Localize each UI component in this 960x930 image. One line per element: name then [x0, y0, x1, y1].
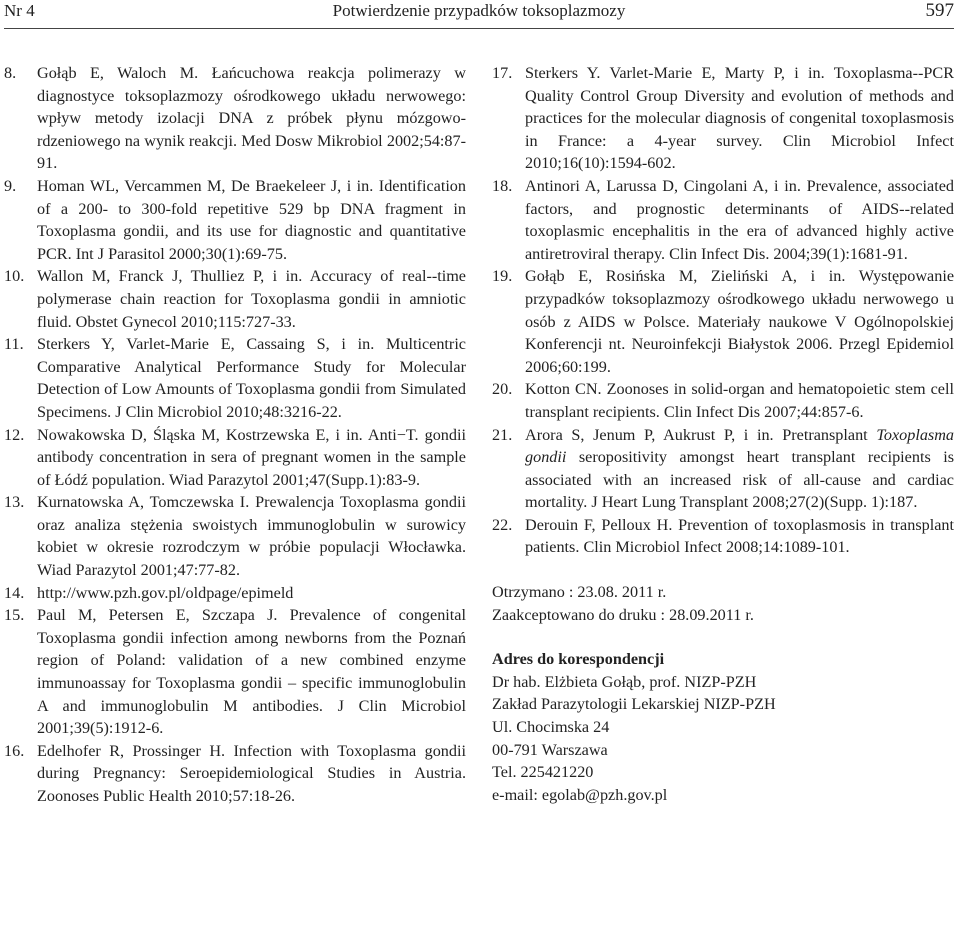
- reference-text: Sterkers Y. Varlet-Marie E, Marty P, i in. Toxoplasma--PCR Quality Control Group Diversity and evolution of methods and practices for the molecular diagnosis of congenital toxoplasmosis in France: a 4-year survey. Clin Microbiol Infect 2010;16(10):1594-602.: [525, 64, 954, 173]
- reference-text: Homan WL, Vercammen M, De Braekeleer J, i in. Identification of a 200- to 300-fold repetitive 529 bp DNA fragment in Toxoplasma gondii, and its use for diagnostic and quantitative PCR. Int J Parasitol 2000;30(1):69-75.: [37, 176, 466, 263]
- correspondence-line: Dr hab. Elżbieta Gołąb, prof. NIZP-PZH: [492, 672, 757, 691]
- reference-item: [4, 62, 466, 175]
- running-title: Potwierdzenie przypadków toksoplazmozy: [332, 1, 626, 20]
- reference-number: 15.: [4, 606, 25, 625]
- correspondence-heading: Adres do korespondencji: [492, 650, 665, 669]
- email-link[interactable]: e-mail: egolab@pzh.gov.pl: [492, 785, 668, 804]
- reference-number: 14.: [4, 583, 25, 602]
- spacer: [492, 559, 954, 581]
- reference-number: 10.: [4, 267, 25, 286]
- reference-text: Nowakowska D, Śląska M, Kostrzewska E, i in. Anti−T. gondii antibody concentration in sera of pregnant women in the sample of Łódź population. Wiad Parazytol 2001;47(Supp.1):83-9.: [37, 425, 466, 489]
- reference-item: [492, 514, 954, 559]
- reference-item: [4, 740, 466, 808]
- received-date: Otrzymano : 23.08. 2011 r.: [492, 583, 667, 602]
- reference-text: Kotton CN. Zoonoses in solid-organ and hematopoietic stem cell transplant recipients. Clin Infect Dis 2007;44:857-6.: [525, 380, 954, 421]
- left-column: [4, 62, 466, 808]
- species-name: Toxoplasma gondii: [525, 425, 954, 467]
- correspondence-line: Tel. 225421220: [492, 763, 594, 782]
- reference-item: [4, 175, 466, 265]
- reference-number: 16.: [4, 741, 25, 760]
- reference-text: Wallon M, Franck J, Thulliez P, i in. Accuracy of real--time polymerase chain reaction for Toxoplasma gondii in amniotic fluid. Obstet Gynecol 2010;115:727-33.: [37, 267, 466, 331]
- reference-item: [4, 424, 466, 492]
- reference-number: 11.: [4, 335, 24, 354]
- reference-text: Paul M, Petersen E, Szczapa J. Prevalence of congenital Toxoplasma gondii infection among newborns from the Poznań region of Poland: validation of a new combined enzyme immunoassay for Toxoplasma gondii – specific immunoglobulin A and immunoglobulin M antibodies. J Clin Microbiol 2001;39(5):1912-6.: [37, 606, 466, 738]
- reference-text: Edelhofer R, Prossinger H. Infection with Toxoplasma gondii during Pregnancy: Seroepidemiological Studies in Austria. Zoonoses Public Health 2010;57:18-26.: [37, 741, 466, 805]
- reference-item: [4, 491, 466, 581]
- reference-number: 18.: [492, 176, 513, 195]
- correspondence-line: Zakład Parazytologii Lekarskiej NIZP-PZH: [492, 695, 776, 714]
- right-column: [492, 62, 954, 806]
- reference-item: [492, 424, 954, 514]
- reference-item: [492, 265, 954, 378]
- reference-text: [525, 424, 954, 514]
- reference-item: [492, 62, 954, 175]
- reference-number: 13.: [4, 493, 25, 512]
- reference-number: 21.: [492, 425, 513, 444]
- reference-text-part: Arora S, Jenum P, Aukrust P, i in. Pretransplant: [525, 425, 877, 444]
- journal-issue: Nr 4: [4, 1, 35, 20]
- reference-item: [492, 175, 954, 265]
- reference-link[interactable]: http://www.pzh.gov.pl/oldpage/epimeld: [37, 583, 294, 602]
- reference-item: [4, 582, 466, 605]
- reference-number: 9.: [4, 176, 17, 195]
- reference-text: Derouin F, Pelloux H. Prevention of toxoplasmosis in transplant patients. Clin Microbiol Infect 2008;14:1089-101.: [525, 515, 954, 557]
- reference-text: Sterkers Y, Varlet-Marie E, Cassaing S, i in. Multicentric Comparative Analytical Performance Study for Molecular Detection of Low Amounts of Toxoplasma gondii from Simulated Specimens. J Clin Microbiol 2010;48:3216-22.: [37, 335, 466, 421]
- spacer: [492, 626, 954, 648]
- running-header: [4, 0, 954, 29]
- reference-number: 19.: [492, 267, 513, 286]
- reference-text: Antinori A, Larussa D, Cingolani A, i in. Prevalence, associated factors, and prognostic determinants of AIDS--related toxoplasmic encephalitis in the era of advanced highly active antiretroviral therapy. Clin Infect Dis. 2004;39(1):1681-91.: [525, 176, 954, 263]
- reference-number: 22.: [492, 515, 513, 534]
- correspondence-line: 00-791 Warszawa: [492, 740, 608, 759]
- page-number: 597: [925, 0, 954, 21]
- reference-item: [4, 333, 466, 423]
- accepted-date: Zaakceptowano do druku : 28.09.2011 r.: [492, 605, 754, 624]
- reference-number: 12.: [4, 425, 25, 444]
- reference-text: Kurnatowska A, Tomczewska I. Prewalencja Toxoplasma gondii oraz analiza stężenia swoistych immunoglobulin w surowicy kobiet w okresie rozrodczym w próbie populacji Włocławka. Wiad Parazytol 2001;47:77-82.: [37, 493, 466, 580]
- reference-item: [4, 604, 466, 740]
- reference-number: 17.: [492, 64, 513, 82]
- reference-item: [492, 378, 954, 423]
- reference-text: Gołąb E, Rosińska M, Zieliński A, i in. Występowanie przypadków toksoplazmozy ośrodkowego układu nerwowego u osób z AIDS w Polsce. Materiały naukowe V Ogólnopolskiej Konferencji nt. Neuroinfekcji Białystok 2006. Przegl Epidemiol 2006;60:199.: [525, 267, 954, 376]
- reference-item: [4, 265, 466, 333]
- reference-number: 8.: [4, 64, 17, 82]
- reference-text-part: seropositivity amongst heart transplant recipients is associated with an increased risk of all-cause and cardiac mortality. J Heart Lung Transplant 2008;27(2)(Supp. 1):187.: [525, 448, 954, 512]
- reference-number: 20.: [492, 380, 513, 399]
- reference-text: Gołąb E, Waloch M. Łańcuchowa reakcja polimerazy w diagnostyce toksoplazmozy ośrodkowego układu nerwowego: wpływ metody izolacji DNA z próbek płynu mózgowo-rdzeniowego na wynik reakcji. Med Dosw Mikrobiol 2002;54:87-91.: [37, 64, 466, 173]
- correspondence-line: Ul. Chocimska 24: [492, 718, 610, 737]
